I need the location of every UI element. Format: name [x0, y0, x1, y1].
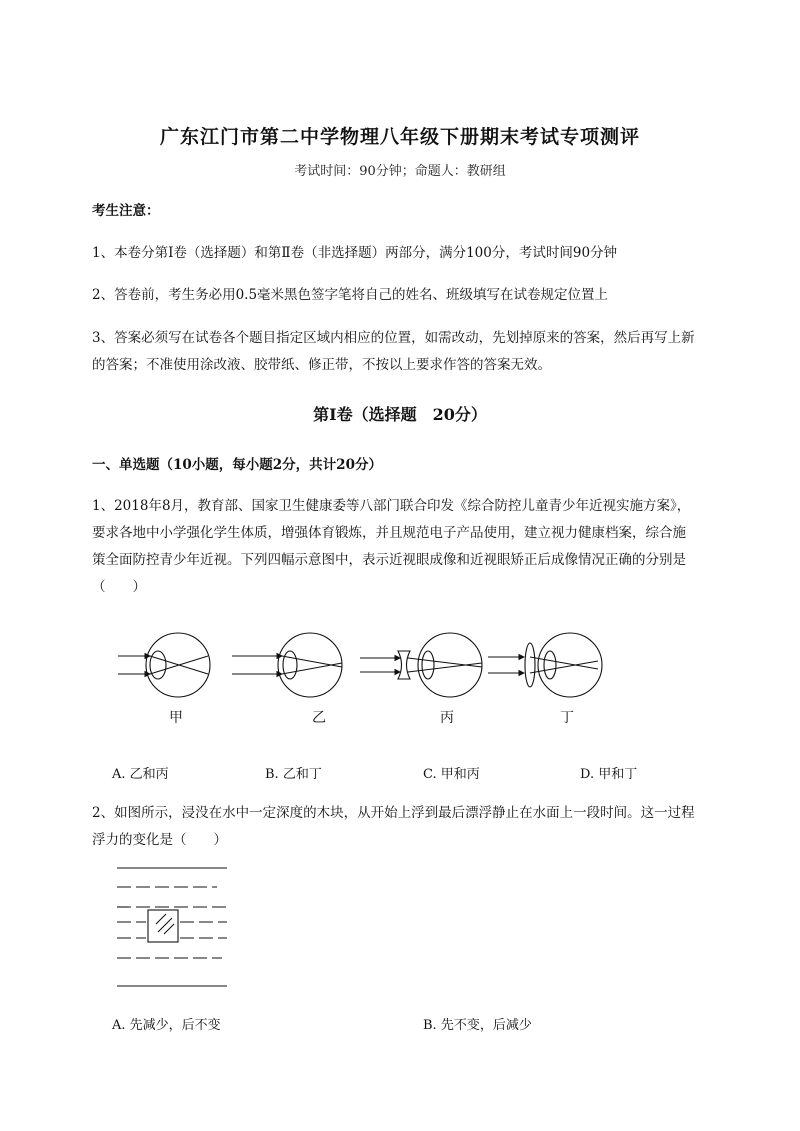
q1-line-2: 要求各地中小学强化学生体质，增强体育锻炼，并且规范电子产品使用，建立视力健康档案，综合施: [92, 525, 686, 541]
q2-option-b[interactable]: B. 先不变，后减少: [423, 1018, 532, 1033]
page-title: 广东江门市第二中学物理八年级下册期末考试专项测评: [159, 126, 640, 148]
figure-label-ding: 丁: [560, 710, 574, 726]
notice-item-2: 2、答卷前，考生务必用0.5毫米黑色签字笔将自己的姓名、班级填写在试卷规定位置上: [92, 287, 609, 303]
q2-line-2: 浮力的变化是（ ）: [92, 832, 227, 848]
eye-diagram-jia: [118, 633, 210, 697]
floating-block-figure: [112, 862, 242, 992]
q1-line-3: 策全面防控青少年近视。下列四幅示意图中，表示近视眼成像和近视眼矫正后成像情况正确的分别是: [92, 552, 686, 568]
eye-diagram-bing: [360, 633, 482, 697]
section-title: 第I卷（选择题 20分）: [313, 405, 487, 424]
q2-option-a[interactable]: A. 先减少，后不变: [112, 1018, 221, 1033]
q1-line-1: 1、2018年8月，教育部、国家卫生健康委等八部门联合印发《综合防控儿童青少年近视实施方案》，: [92, 498, 691, 514]
q1-option-d[interactable]: D. 甲和丁: [580, 767, 638, 782]
exam-info: 考试时间：90分钟；命题人：教研组: [294, 164, 506, 179]
q2-line-1: 2、如图所示，浸没在水中一定深度的木块，从开始上浮到最后漂浮静止在水面上一段时间。这一过程: [92, 805, 695, 821]
q1-option-b[interactable]: B. 乙和丁: [265, 767, 322, 782]
notice-heading: 考生注意：: [92, 203, 160, 219]
eye-diagram-yi: [232, 633, 342, 697]
notice-item-3-cont: 的答案；不准使用涂改液、胶带纸、修正带，不按以上要求作答的答案无效。: [92, 357, 551, 373]
water-lines: [117, 887, 227, 958]
q1-option-a[interactable]: A. 乙和丙: [112, 767, 169, 782]
q1-option-c[interactable]: C. 甲和丙: [423, 767, 480, 782]
eye-diagram-ding: [488, 633, 602, 697]
notice-item-3: 3、答案必须写在试卷各个题目指定区域内相应的位置，如需改动，先划掉原来的答案，然后再写上新: [92, 330, 695, 346]
eye-diagrams-figure: [110, 625, 630, 725]
figure-label-yi: 乙: [312, 710, 326, 726]
figure-label-jia: 甲: [169, 710, 183, 726]
notice-item-1: 1、本卷分第I卷（选择题）和第Ⅱ卷（非选择题）两部分，满分100分，考试时间90分钟: [92, 245, 618, 261]
figure-label-bing: 丙: [440, 710, 454, 726]
q1-line-4: （ ）: [92, 579, 146, 595]
wooden-block: [148, 910, 178, 942]
part-heading: 一、单选题（10小题，每小题2分，共计20分）: [92, 457, 382, 473]
